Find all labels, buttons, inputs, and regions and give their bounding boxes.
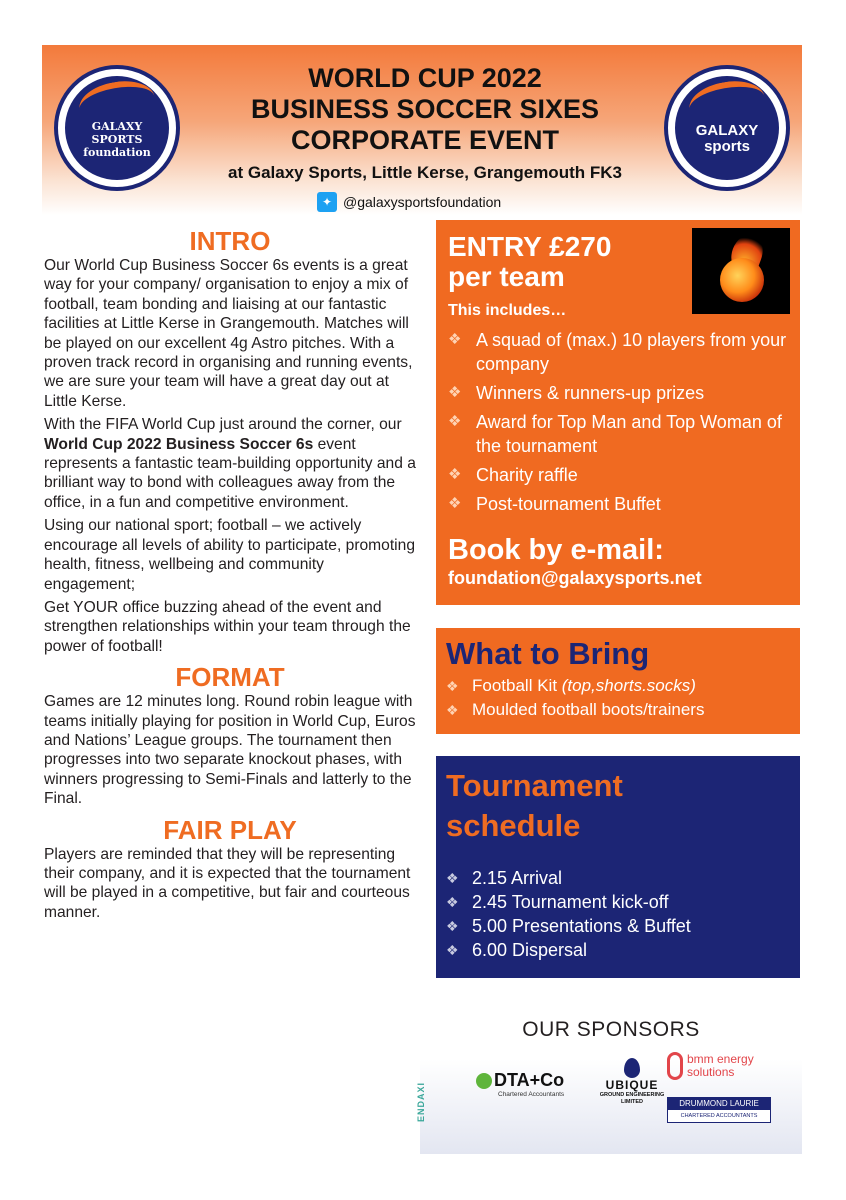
apple-icon [476, 1073, 492, 1089]
fair-play-text: Players are reminded that they will be representing their company, and it is expected that the tournament will be played in a competitive, but fair and courteous manner. [44, 845, 411, 921]
diamond-bullet-icon: ❖ [446, 894, 459, 910]
diamond-bullet-icon: ❖ [446, 702, 459, 718]
galaxy-sports-logo: GALAXY sports [664, 65, 790, 191]
sponsors-heading: OUR SPONSORS [522, 1018, 700, 1041]
drop-icon [624, 1058, 640, 1078]
left-column [44, 226, 416, 926]
diamond-bullet-icon: ❖ [446, 918, 459, 934]
galaxy-sports-foundation-logo: GALAXY SPORTS foundation [54, 65, 180, 191]
intro-paragraph-1: Our World Cup Business Soccer 6s events is a great way for your company/ organisation to enjoy a mix of football, team bonding and liaising at our fantastic facilities at Little Kerse in Grangemouth. Matches will be played on our excellent 4g Astro pitches. With a proven track record in organising and running events, we are sure your team will have a great day out at Little Kerse. [44, 257, 413, 410]
dta-logo: DTA+Co Chartered Accountants [476, 1070, 572, 1098]
list-item: ❖ 2.15 Arrival [446, 868, 563, 888]
intro-paragraph-4: Get YOUR office buzzing ahead of the event and strengthen relationships within your team through the power of football! [44, 598, 411, 655]
diamond-bullet-icon: ❖ [446, 942, 459, 958]
list-item: ❖ A squad of (max.) 10 players from your company [448, 330, 787, 374]
drummond-laurie-logo: DRUMMOND LAURIE CHARTERED ACCOUNTANTS [667, 1097, 771, 1123]
diamond-bullet-icon: ❖ [448, 495, 462, 512]
intro-paragraph-3: Using our national sport; football – we actively encourage all levels of ability to participate, promoting health, fitness, wellbeing and community engagement; [44, 517, 415, 593]
sponsors-section [416, 996, 802, 1154]
diamond-bullet-icon: ❖ [446, 678, 459, 694]
intro-paragraph-2: With the FIFA World Cup just around the corner, our World Cup 2022 Business Soccer 6s event represents a fantastic team-building opportunity and a brilliant way to bond with colleagues away from the office, in a fun and competitive environment. [44, 416, 416, 511]
diamond-bullet-icon: ❖ [446, 870, 459, 886]
schedule-heading: Tournament schedule [446, 768, 623, 843]
twitter-handle[interactable]: ✦ @galaxysportsfoundation [317, 192, 501, 212]
what-to-bring-list [446, 674, 704, 722]
what-to-bring-heading: What to Bring [446, 636, 650, 671]
diamond-bullet-icon: ❖ [448, 466, 462, 483]
booking-email-link[interactable]: foundation@galaxysports.net [448, 568, 702, 588]
what-to-bring-box [436, 628, 800, 734]
page-title: WORLD CUP 2022 BUSINESS SOCCER SIXES CORPORATE EVENT [250, 63, 600, 155]
diamond-bullet-icon: ❖ [448, 413, 462, 430]
tournament-schedule-box [436, 756, 800, 978]
diamond-bullet-icon: ❖ [448, 331, 462, 348]
list-item: ❖ Football Kit (top,shorts.socks) [446, 674, 704, 698]
list-item: ❖ Award for Top Man and Top Woman of the tournament [448, 412, 782, 456]
entry-price: ENTRY £270 per team [448, 231, 612, 292]
header-banner [42, 45, 802, 215]
ubique-logo: UBIQUE GROUND ENGINEERING LIMITED [590, 1058, 674, 1106]
schedule-list [446, 866, 691, 962]
flaming-football-image [692, 228, 790, 314]
book-by-email-label: Book by e-mail: [448, 534, 664, 566]
list-item: ❖ 6.00 Dispersal [446, 940, 588, 960]
endaxi-logo: ENDAXI [416, 1082, 426, 1123]
bmm-energy-logo: bmm energy solutions [667, 1052, 754, 1080]
intro-heading: INTRO [189, 226, 271, 256]
list-item: ❖ Winners & runners-up prizes [448, 383, 705, 403]
includes-label: This includes… [448, 302, 567, 319]
list-item: ❖ Moulded football boots/trainers [446, 698, 704, 722]
list-item: ❖ Post-tournament Buffet [448, 494, 661, 514]
twitter-icon: ✦ [317, 192, 337, 212]
includes-list [448, 328, 793, 521]
format-text: Games are 12 minutes long. Round robin league with teams initially playing for position in World Cup, Euros and Nations’ League groups. The tournament then progresses into two separate knockout phases, with winners progressing to Semi-Finals and latterly to the Final. [44, 693, 416, 808]
venue-subtitle: at Galaxy Sports, Little Kerse, Grangemouth FK3 [228, 163, 622, 182]
list-item: ❖ Charity raffle [448, 465, 578, 485]
fair-play-heading: FAIR PLAY [163, 814, 297, 845]
list-item: ❖ 5.00 Presentations & Buffet [446, 916, 691, 936]
diamond-bullet-icon: ❖ [448, 384, 462, 401]
entry-box [436, 220, 800, 605]
bmm-mark-icon [667, 1052, 683, 1080]
format-heading: FORMAT [175, 662, 285, 693]
list-item: ❖ 2.45 Tournament kick-off [446, 892, 669, 912]
